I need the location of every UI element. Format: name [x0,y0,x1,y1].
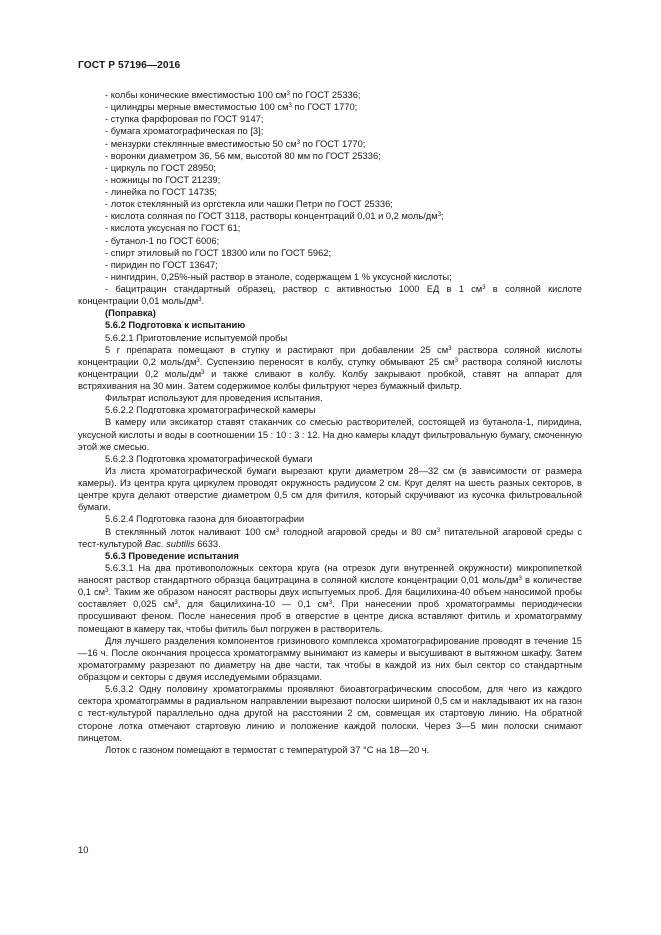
paragraph-filtrate: Фильтрат используют для проведения испытания. [105,393,323,404]
list-item: - ступка фарфоровая по ГОСТ 9147; [105,114,264,125]
list-item: - кислота уксусная по ГОСТ 61; [105,223,241,234]
section-5-6-2-heading: 5.6.2 Подготовка к испытанию [105,320,246,331]
list-item-bacitracin: - бацитрацин стандартный образец, раствор с активностью 1000 ЕД в 1 $см^3$ в соляной кислоте [105,284,582,294]
paragraph-thermostat: Лоток с газоном помещают в термостат с температурой 37 °С на 18—20 ч. [105,744,430,755]
list-item: - пиридин по ГОСТ 13647; [105,259,218,270]
list-item: - спирт этиловый по ГОСТ 18300 или по ГОСТ 5962; [105,247,332,258]
list-item: - бутанол-1 по ГОСТ 6006; [105,235,220,246]
list-item: - линейка по ГОСТ 14735; [105,187,218,197]
list-item-bacitracin-cont: концентрации 0,01 моль/$дм^3$. [78,296,205,307]
list-item: - лоток стеклянный из оргстекла или чашки Петри по ГОСТ 25336; [105,199,393,210]
subsection-5-6-2-2: 5.6.2.2 Подготовка хроматографической камеры [105,405,316,416]
document-header: ГОСТ Р 57196—2016 [78,60,181,71]
list-item: - циркуль по ГОСТ 28950; [105,162,217,173]
page-number: 10 [78,845,89,855]
paragraph-5-6-3-2: 5.6.3.2 Одну половину хроматограммы проявляют биоавтографическим способом, для чего из каждого сектора хроматограммы в радиальном направлении вырезают полоски шириной 0,5 см и накладывают их на газон с тест-культурой параллельно одна другой на расстоянии 2 см, совмещая их стартовую линию. На обратной стороне лотка отмечают стартовую линию и положение каждой полоски. Через 3—5 мин полоски снимают пинцетом. [78,684,582,743]
paragraph-paper-prep: Из листа хроматографической бумаги вырезают круги диаметром 28—32 см (в зависимости от размера камеры). Из центра круга циркулем проводят окружность радиусом 2 см. Круг делят на шесть разных секторов, в центре круга делают отверстие диаметром 0,5 см для фитиля, который скручивают из кусочка фильтровальной бумаги. [78,465,582,513]
equipment-list [78,89,582,283]
list-item: - бумага хроматографическая по [3]; [105,126,264,137]
subsection-5-6-2-3: 5.6.2.3 Подготовка хроматографической бумаги [105,453,313,464]
subsection-5-6-2-4: 5.6.2.4 Подготовка газона для биоавтографии [105,514,305,525]
subsection-5-6-2-1: 5.6.2.1 Приготовление испытуемой пробы [105,332,288,343]
amendment-note: (Поправка) [105,308,156,319]
list-item: - колбы конические вместимостью 100 $см^3$ по ГОСТ 25336; [105,90,361,100]
list-item: - мензурки стеклянные вместимостью 50 $см^3$ по ГОСТ 1770; [105,138,366,149]
paragraph-5-6-3-1: 5.6.3.1 На два противоположных сектора круга (на отрезок дуги внутренней окружности) микропипеткой наносят раствор стандартного образца бацитрацина в соляной кислоте концентрации 0,01 моль/$дм^3$ в количестве 0,1 $см^3$. Таким же образом наносят растворы двух испытуемых проб. Для бацилихина-40 объем наносимой пробы составляет 0,025 $см^3$, для бацилихина-10 — 0,1 $см^3$. При нанесении проб хроматограммы периодически просушивают феном. После нанесения проб в отверстие в центре диска вставляют фитиль и хроматограмму помещают в камеру так, чтобы фитиль был погружен в растворитель. [78,562,582,634]
document-body [78,89,582,756]
paragraph-lawn-prep: В стеклянный лоток наливают 100 $см^3$ голодной агаровой среды и 80 $см^3$ питательной агаровой среды с тест-культурой Bac. subtilis 6633. [78,526,582,549]
list-item: - воронки диаметром 36, 56 мм, высотой 80 мм по ГОСТ 25336; [105,150,381,161]
section-5-6-3-heading: 5.6.3 Проведение испытания [105,550,239,561]
list-item: - цилиндры мерные вместимостью 100 $см^3$ по ГОСТ 1770; [105,102,358,113]
paragraph-separation: Для лучшего разделения компонентов гризинового комплекса хроматографирование проводят в течение 15—16 ч. После окончания процесса хроматограмму вынимают из камеры и высушивают в вытяжном шкафу. Затем хроматограмму разрезают по диаметру на две части, так чтобы в каждой из них был сектор со стандартным образцом и секторы с двумя исследуемыми образцами. [78,635,582,682]
list-item: - кислота соляная по ГОСТ 3118, растворы концентраций 0,01 и 0,2 моль/$дм^3$; [105,211,444,222]
paragraph-sample-prep: 5 г препарата помещают в ступку и растирают при добавлении 25 $см^3$ раствора соляной кислоты концентрации 0,2 моль/$дм^3$. Суспензию переносят в колбу, ступку обмывают 25 $см^3$ раствора соляной кислоты концентрации 0,2 моль/$дм^3$ и также сливают в колбу. Колбу закрывают пробкой, ставят на аппарат для встряхивания на 30 мин. Затем содержимое колбы фильтруют через бумажный фильтр. [78,344,582,391]
list-item: - ножницы по ГОСТ 21239; [105,174,221,185]
paragraph-chamber-prep: В камеру или эксикатор ставят стаканчик со смесью растворителей, состоящей из бутанола-1, пиридина, уксусной кислоты и воды в соотношении 15 : 10 : 3 : 12. На дно камеры кладут фильтровальную бумагу, смоченную этой же смесью. [78,417,582,452]
list-item: - нингидрин, 0,25%-ный раствор в этаноле, содержащем 1 % уксусной кислоты; [105,271,452,282]
